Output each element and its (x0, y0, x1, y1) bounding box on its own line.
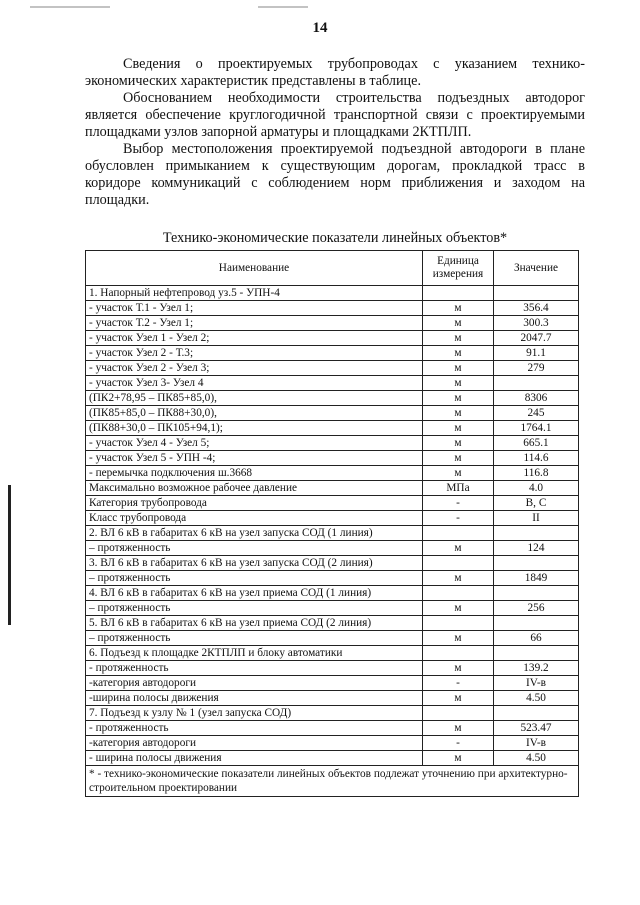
footnote-row (86, 766, 579, 797)
table-row (86, 751, 579, 766)
cell-unit: - (423, 676, 494, 691)
cell-name: -категория автодороги (86, 736, 423, 751)
table-section-row (86, 286, 579, 301)
cell-name: (ПК2+78,95 – ПК85+85,0), (86, 391, 423, 406)
cell-name: Максимально возможное рабочее давление (86, 481, 423, 496)
cell-value (494, 286, 579, 301)
table-row (86, 346, 579, 361)
indicators-table-wrap (85, 250, 578, 797)
header-unit: Единица измерения (423, 251, 494, 286)
cell-value (494, 616, 579, 631)
cell-value: II (494, 511, 579, 526)
cell-value: IV-в (494, 676, 579, 691)
cell-name: Класс трубопровода (86, 511, 423, 526)
cell-unit: МПа (423, 481, 494, 496)
table-row (86, 496, 579, 511)
cell-value: 245 (494, 406, 579, 421)
cell-value: 256 (494, 601, 579, 616)
page-number: 14 (312, 20, 328, 36)
table-header-row (86, 251, 579, 286)
cell-unit: м (423, 421, 494, 436)
header-value: Значение (494, 251, 579, 286)
cell-name: 6. Подъезд к площадке 2КТПЛП и блоку автоматики (86, 646, 423, 661)
cell-value: 124 (494, 541, 579, 556)
cell-name: - участок Узел 3- Узел 4 (86, 376, 423, 391)
table-row (86, 691, 579, 706)
cell-value (494, 646, 579, 661)
table-row (86, 721, 579, 736)
cell-name: Категория трубопровода (86, 496, 423, 511)
cell-unit (423, 556, 494, 571)
table-row (86, 316, 579, 331)
cell-unit: м (423, 406, 494, 421)
cell-name: 2. ВЛ 6 кВ в габаритах 6 кВ на узел запуска СОД (1 линия) (86, 526, 423, 541)
cell-unit (423, 286, 494, 301)
table-body (86, 286, 579, 766)
paragraph: Выбор местоположения проектируемой подъездной автодороги в плане обусловлен примыканием к существующим дорогам, прокладкой трасс в коридоре коммуникаций с соблюдением норм приближения и заходом на площадки. (85, 141, 585, 208)
cell-value (494, 376, 579, 391)
scan-artifact (30, 6, 110, 8)
cell-value: 139.2 (494, 661, 579, 676)
cell-name: - участок Узел 5 - УПН -4; (86, 451, 423, 466)
cell-name: - ширина полосы движения (86, 751, 423, 766)
cell-unit: м (423, 466, 494, 481)
paragraph: Сведения о проектируемых трубопроводах с указанием технико-экономических характеристик представлены в таблице. (85, 56, 585, 89)
cell-value (494, 526, 579, 541)
cell-name: 7. Подъезд к узлу № 1 (узел запуска СОД) (86, 706, 423, 721)
table-row (86, 361, 579, 376)
cell-value: 4.50 (494, 691, 579, 706)
cell-unit: м (423, 661, 494, 676)
cell-name: 3. ВЛ 6 кВ в габаритах 6 кВ на узел запуска СОД (2 линия) (86, 556, 423, 571)
cell-value (494, 556, 579, 571)
table-row (86, 391, 579, 406)
cell-unit: м (423, 436, 494, 451)
cell-unit: м (423, 376, 494, 391)
cell-unit (423, 586, 494, 601)
table-section-row (86, 706, 579, 721)
table-footnote: * - технико-экономические показатели линейных объектов подлежат уточнению при архитектурно-строительном проектировании (86, 766, 579, 797)
table-row (86, 511, 579, 526)
cell-value: 665.1 (494, 436, 579, 451)
table-row (86, 331, 579, 346)
cell-name: – протяженность (86, 541, 423, 556)
table-row (86, 661, 579, 676)
table-row (86, 301, 579, 316)
body-text (85, 56, 585, 209)
cell-unit (423, 706, 494, 721)
cell-value: 300.3 (494, 316, 579, 331)
cell-name: - участок Узел 1 - Узел 2; (86, 331, 423, 346)
table-row (86, 676, 579, 691)
table-row (86, 541, 579, 556)
cell-value: 523.47 (494, 721, 579, 736)
cell-value: 66 (494, 631, 579, 646)
cell-name: (ПК88+30,0 – ПК105+94,1); (86, 421, 423, 436)
cell-value: 116.8 (494, 466, 579, 481)
cell-name: (ПК85+85,0 – ПК88+30,0), (86, 406, 423, 421)
cell-name: - протяженность (86, 721, 423, 736)
cell-name: - участок Узел 2 - Узел 3; (86, 361, 423, 376)
cell-name: - участок Т.1 - Узел 1; (86, 301, 423, 316)
cell-unit: м (423, 571, 494, 586)
cell-unit: м (423, 691, 494, 706)
cell-unit: м (423, 331, 494, 346)
table-row (86, 571, 579, 586)
cell-unit: м (423, 451, 494, 466)
cell-unit: - (423, 511, 494, 526)
cell-unit (423, 616, 494, 631)
cell-value: 1849 (494, 571, 579, 586)
cell-name: - перемычка подключения ш.3668 (86, 466, 423, 481)
cell-unit: - (423, 736, 494, 751)
cell-unit: м (423, 631, 494, 646)
cell-unit: м (423, 541, 494, 556)
table-section-row (86, 526, 579, 541)
cell-value: 8306 (494, 391, 579, 406)
cell-unit: м (423, 601, 494, 616)
cell-value: 356.4 (494, 301, 579, 316)
cell-name: 1. Напорный нефтепровод уз.5 - УПН-4 (86, 286, 423, 301)
table-row (86, 406, 579, 421)
cell-unit: м (423, 316, 494, 331)
table-row (86, 736, 579, 751)
cell-unit: м (423, 301, 494, 316)
cell-value: 114.6 (494, 451, 579, 466)
cell-name: -категория автодороги (86, 676, 423, 691)
table-row (86, 601, 579, 616)
table-section-row (86, 586, 579, 601)
cell-value (494, 586, 579, 601)
indicators-table (85, 250, 579, 797)
cell-name: 4. ВЛ 6 кВ в габаритах 6 кВ на узел приема СОД (1 линия) (86, 586, 423, 601)
paragraph: Обоснованием необходимости строительства подъездных автодорог является обеспечение круглогодичной транспортной связи с проектируемыми площадками узлов запорной арматуры и площадками 2КТПЛП. (85, 90, 585, 140)
scan-binding-edge (8, 485, 11, 625)
cell-name: 5. ВЛ 6 кВ в габаритах 6 кВ на узел приема СОД (2 линия) (86, 616, 423, 631)
table-section-row (86, 616, 579, 631)
cell-value: 91.1 (494, 346, 579, 361)
cell-value: 4.50 (494, 751, 579, 766)
cell-value: 2047.7 (494, 331, 579, 346)
cell-name: -ширина полосы движения (86, 691, 423, 706)
header-name: Наименование (86, 251, 423, 286)
table-row (86, 421, 579, 436)
cell-name: - участок Узел 2 - Т.3; (86, 346, 423, 361)
cell-unit: - (423, 496, 494, 511)
scan-artifact (258, 6, 308, 8)
cell-unit: м (423, 361, 494, 376)
cell-name: – протяженность (86, 631, 423, 646)
cell-unit (423, 526, 494, 541)
table-row (86, 376, 579, 391)
cell-value: 1764.1 (494, 421, 579, 436)
cell-name: - протяженность (86, 661, 423, 676)
table-row (86, 466, 579, 481)
cell-value: 4.0 (494, 481, 579, 496)
table-row (86, 436, 579, 451)
cell-value: 279 (494, 361, 579, 376)
cell-value (494, 706, 579, 721)
table-row (86, 631, 579, 646)
cell-name: – протяженность (86, 601, 423, 616)
table-row (86, 451, 579, 466)
table-section-row (86, 646, 579, 661)
table-row (86, 481, 579, 496)
cell-value: В, С (494, 496, 579, 511)
cell-unit (423, 646, 494, 661)
cell-name: - участок Узел 4 - Узел 5; (86, 436, 423, 451)
table-section-row (86, 556, 579, 571)
cell-unit: м (423, 346, 494, 361)
cell-name: – протяженность (86, 571, 423, 586)
cell-unit: м (423, 721, 494, 736)
cell-value: IV-в (494, 736, 579, 751)
cell-unit: м (423, 391, 494, 406)
cell-name: - участок Т.2 - Узел 1; (86, 316, 423, 331)
cell-unit: м (423, 751, 494, 766)
table-caption: Технико-экономические показатели линейных объектов* (162, 230, 508, 246)
